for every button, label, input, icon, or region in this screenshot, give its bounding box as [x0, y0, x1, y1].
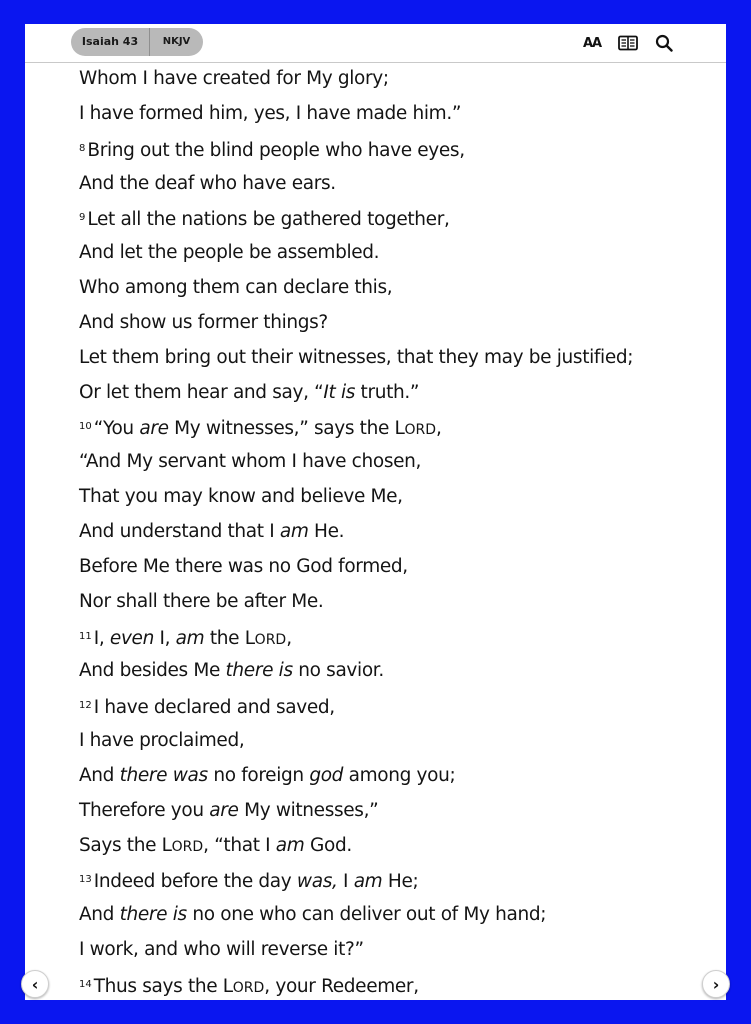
verse-line: [79, 794, 719, 829]
verse-number: 13: [79, 874, 92, 886]
verse-number: 10: [79, 421, 92, 433]
verse-text: And let the people be assembled.: [79, 242, 380, 264]
verse-line: [79, 201, 719, 236]
verse-line: [79, 724, 719, 759]
reader-page: [25, 24, 726, 1000]
verse-line: [79, 863, 719, 898]
verse-text: Whom I have created for My glory;: [79, 68, 389, 89]
verse-text: And besides Me: [79, 660, 226, 682]
verse-text: I,: [153, 627, 176, 649]
italic-text: was,: [296, 871, 338, 893]
verse-line: [79, 306, 719, 341]
verse-number: 8: [79, 142, 86, 154]
verse-line: [79, 97, 719, 132]
verse-line: [79, 515, 719, 550]
small-caps-text: ORD: [404, 422, 436, 439]
book-chapter-button[interactable]: Isaiah 43: [71, 28, 150, 56]
verse-text: I have declared and saved,: [93, 697, 335, 719]
verse-text: He.: [308, 520, 345, 542]
verse-number: 9: [79, 212, 86, 224]
verse-line: [79, 759, 719, 794]
verse-line: [79, 550, 719, 585]
verse-text: My witnesses,”: [238, 799, 379, 821]
verse-text: And: [79, 904, 120, 926]
verse-text: And show us former things?: [79, 311, 328, 333]
italic-text: god: [309, 764, 344, 786]
italic-text: am: [175, 627, 205, 649]
verse-line: [79, 271, 719, 306]
italic-text: there was: [119, 764, 208, 786]
verse-line: [79, 898, 719, 933]
next-chapter-button[interactable]: [702, 970, 730, 998]
verse-text: That you may know and believe Me,: [79, 486, 403, 508]
chevron-right-icon: ›: [712, 974, 720, 994]
verse-text: I,: [93, 627, 110, 649]
verse-text: Before Me there was no God formed,: [79, 555, 408, 577]
version-button[interactable]: NKJV: [162, 36, 191, 47]
verse-text: And: [79, 764, 120, 786]
verse-text: , your Redeemer,: [264, 975, 419, 997]
verse-text: Indeed before the day: [93, 871, 297, 893]
verse-line: [79, 829, 719, 864]
verse-text: I have formed him, yes, I have made him.”: [79, 102, 462, 124]
verse-text: I: [337, 871, 354, 893]
verse-text: Bring out the blind people who have eyes,: [87, 139, 465, 161]
verse-text: ,: [286, 627, 292, 649]
verse-text: My witnesses,” says the L: [168, 418, 405, 440]
verse-text: , “that I: [203, 834, 276, 856]
verse-line: [79, 968, 719, 1000]
verse-line: [79, 654, 719, 689]
italic-text: there is: [225, 660, 293, 682]
verse-text: Thus says the L: [93, 975, 233, 997]
italic-text: It is: [323, 381, 356, 403]
verse-line: [79, 410, 719, 445]
italic-text: are: [209, 799, 239, 821]
verse-text: “You: [93, 418, 140, 440]
verse-text: Therefore you: [79, 799, 210, 821]
small-caps-text: ORD: [254, 631, 287, 648]
verse-text: And the deaf who have ears.: [79, 172, 336, 194]
verse-text: ,: [436, 418, 442, 440]
verse-text: I have proclaimed,: [79, 730, 245, 752]
toolbar: [25, 24, 726, 63]
verse-line: [79, 933, 719, 968]
verse-text: “And My servant whom I have chosen,: [79, 451, 422, 473]
verse-text: Or let them hear and say, “: [79, 381, 324, 403]
verse-text: no one who can deliver out of My hand;: [186, 904, 547, 926]
italic-text: am: [279, 520, 309, 542]
verse-line: [79, 236, 719, 271]
chevron-left-icon: ‹: [31, 974, 39, 994]
previous-chapter-button[interactable]: [21, 970, 49, 998]
italic-text: are: [139, 418, 169, 440]
reader-mode-icon[interactable]: [617, 33, 639, 53]
italic-text: even: [109, 627, 154, 649]
verse-line: [79, 132, 719, 167]
verse-text: Who among them can declare this,: [79, 277, 393, 299]
small-caps-text: ORD: [232, 979, 265, 996]
passage-selector: [71, 28, 203, 56]
verse-line: [79, 689, 719, 724]
italic-text: am: [275, 834, 305, 856]
verse-text: He;: [382, 871, 419, 893]
verse-number: 11: [79, 630, 92, 642]
small-caps-text: ORD: [171, 838, 204, 855]
verse-text: no foreign: [207, 764, 310, 786]
verse-text: truth.”: [355, 381, 420, 403]
verse-line: [79, 480, 719, 515]
verse-line: [79, 585, 719, 620]
verse-text: among you;: [343, 764, 456, 786]
italic-text: there is: [119, 904, 187, 926]
verse-line: [79, 620, 719, 655]
verse-text: no savior.: [292, 660, 384, 682]
verse-number: 14: [79, 978, 92, 990]
text-size-icon[interactable]: AA: [582, 35, 602, 51]
verse-number: 12: [79, 700, 92, 712]
scripture-text: [79, 62, 719, 1000]
verse-text: the L: [204, 627, 255, 649]
verse-line: [79, 376, 719, 411]
verse-text: I work, and who will reverse it?”: [79, 939, 364, 961]
verse-line: [79, 445, 719, 480]
verse-text: Says the L: [79, 834, 172, 856]
verse-text: And understand that I: [79, 520, 280, 542]
verse-text: Nor shall there be after Me.: [79, 590, 324, 612]
verse-text: Let them bring out their witnesses, that they may be justified;: [79, 346, 634, 368]
italic-text: am: [353, 871, 383, 893]
verse-line: [79, 167, 719, 202]
verse-text: Let all the nations be gathered together,: [87, 209, 450, 231]
verse-text: God.: [304, 834, 352, 856]
verse-line: [79, 62, 719, 97]
search-icon[interactable]: [653, 33, 675, 53]
verse-line: [79, 341, 719, 376]
